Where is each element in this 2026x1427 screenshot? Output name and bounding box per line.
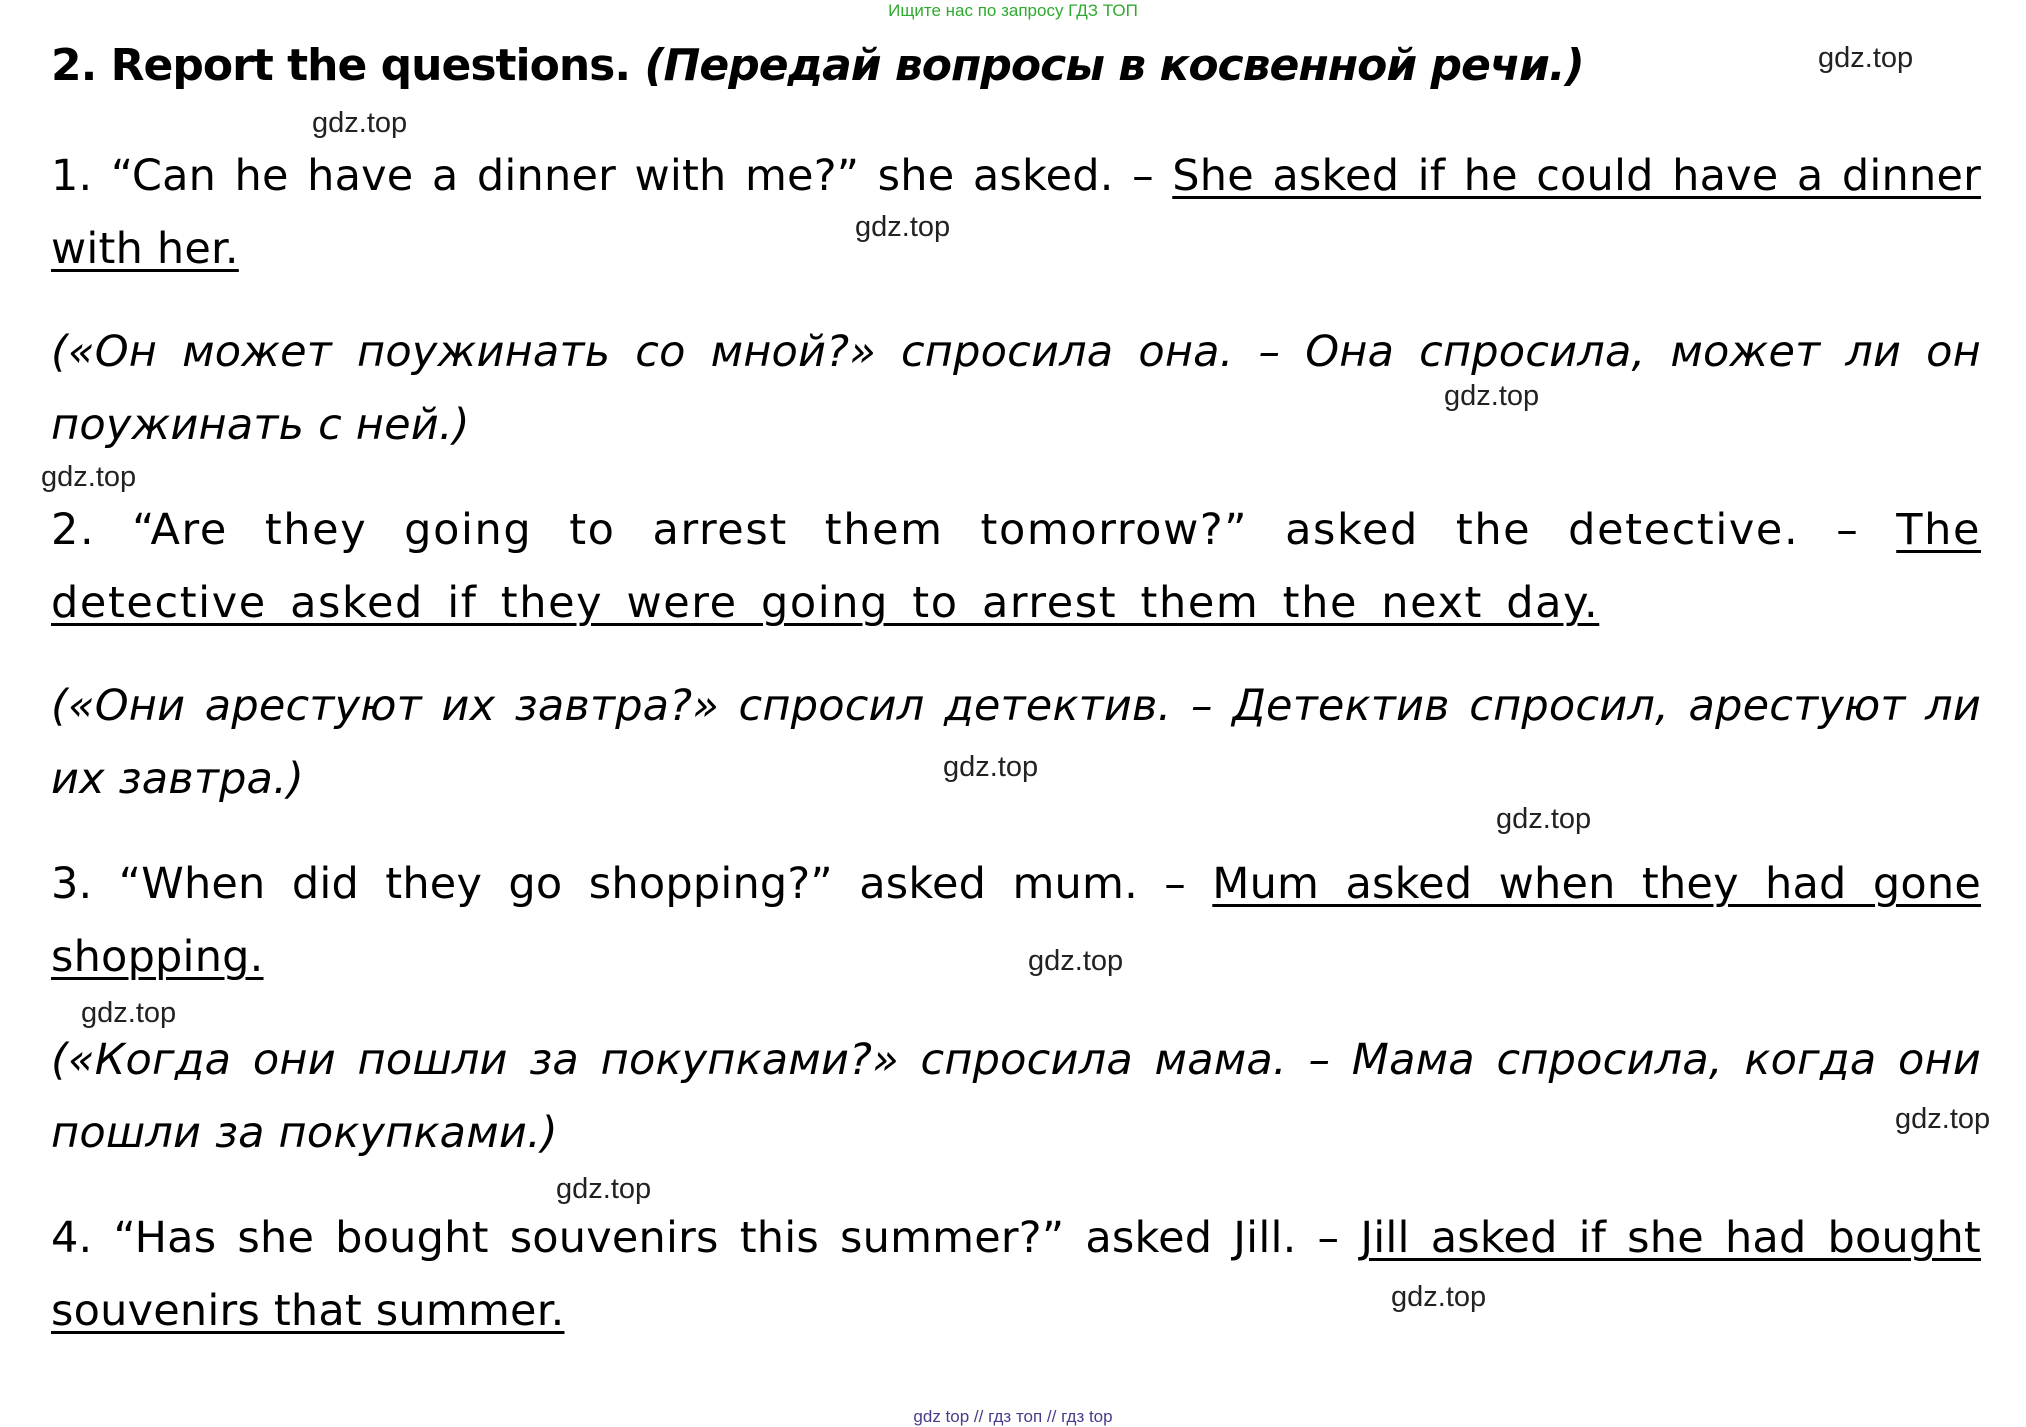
- item-4-answer: Jill asked if she had bought souvenirs that summer.: [51, 1213, 1981, 1336]
- item-2-translation: («Они арестуют их завтра?» спросил детектив. – Детектив спросил, арестуют ли их завтра.): [51, 681, 1981, 804]
- item-3-translation: («Когда они пошли за покупками?» спросила мама. – Мама спросила, когда они пошли за покупками.): [51, 1035, 1981, 1158]
- watermark: gdz.top: [1818, 42, 1914, 74]
- item-1-translation: («Он может поужинать со мной?» спросила она. – Она спросила, может ли он поужинать с ней.): [51, 327, 1981, 450]
- item-3-answer: Mum asked when they had gone shopping.: [51, 859, 1981, 982]
- top-banner: Ищите нас по запросу ГДЗ ТОП: [888, 1, 1138, 20]
- item-4-question: [51, 1202, 1981, 1348]
- item-3-question: [51, 848, 1981, 994]
- watermark: gdz.top: [1391, 1281, 1487, 1313]
- watermark: gdz.top: [81, 997, 177, 1029]
- item-2-answer: The detective asked if they were going to arrest them the next day.: [51, 505, 1981, 628]
- watermark: gdz.top: [1444, 380, 1540, 412]
- item-2-question-text: 2. “Are they going to arrest them tomorrow?” asked the detective. –: [51, 505, 1897, 555]
- item-1-answer: She asked if he could have a dinner with her.: [51, 151, 1981, 274]
- item-1-question: [51, 140, 1981, 286]
- watermark: gdz.top: [1028, 945, 1124, 977]
- heading-russian: (Передай вопросы в косвенной речи.): [644, 40, 1584, 91]
- watermark: gdz.top: [943, 751, 1039, 783]
- watermark: gdz.top: [1895, 1103, 1991, 1135]
- exercise-heading: [51, 40, 1584, 91]
- item-4-question-text: 4. “Has she bought souvenirs this summer?” asked Jill. –: [51, 1213, 1361, 1263]
- watermark: gdz.top: [556, 1173, 652, 1205]
- footer-links: gdz top // гдз топ // гдз top: [913, 1407, 1113, 1426]
- item-1-question-text: 1. “Can he have a dinner with me?” she asked. –: [51, 151, 1173, 201]
- watermark: gdz.top: [1496, 803, 1592, 835]
- watermark: gdz.top: [855, 211, 951, 243]
- watermark: gdz.top: [312, 107, 408, 139]
- heading-english: 2. Report the questions.: [51, 40, 631, 91]
- watermark: gdz.top: [41, 461, 137, 493]
- item-2-question: [51, 494, 1981, 640]
- item-3-question-text: 3. “When did they go shopping?” asked mum. –: [51, 859, 1213, 909]
